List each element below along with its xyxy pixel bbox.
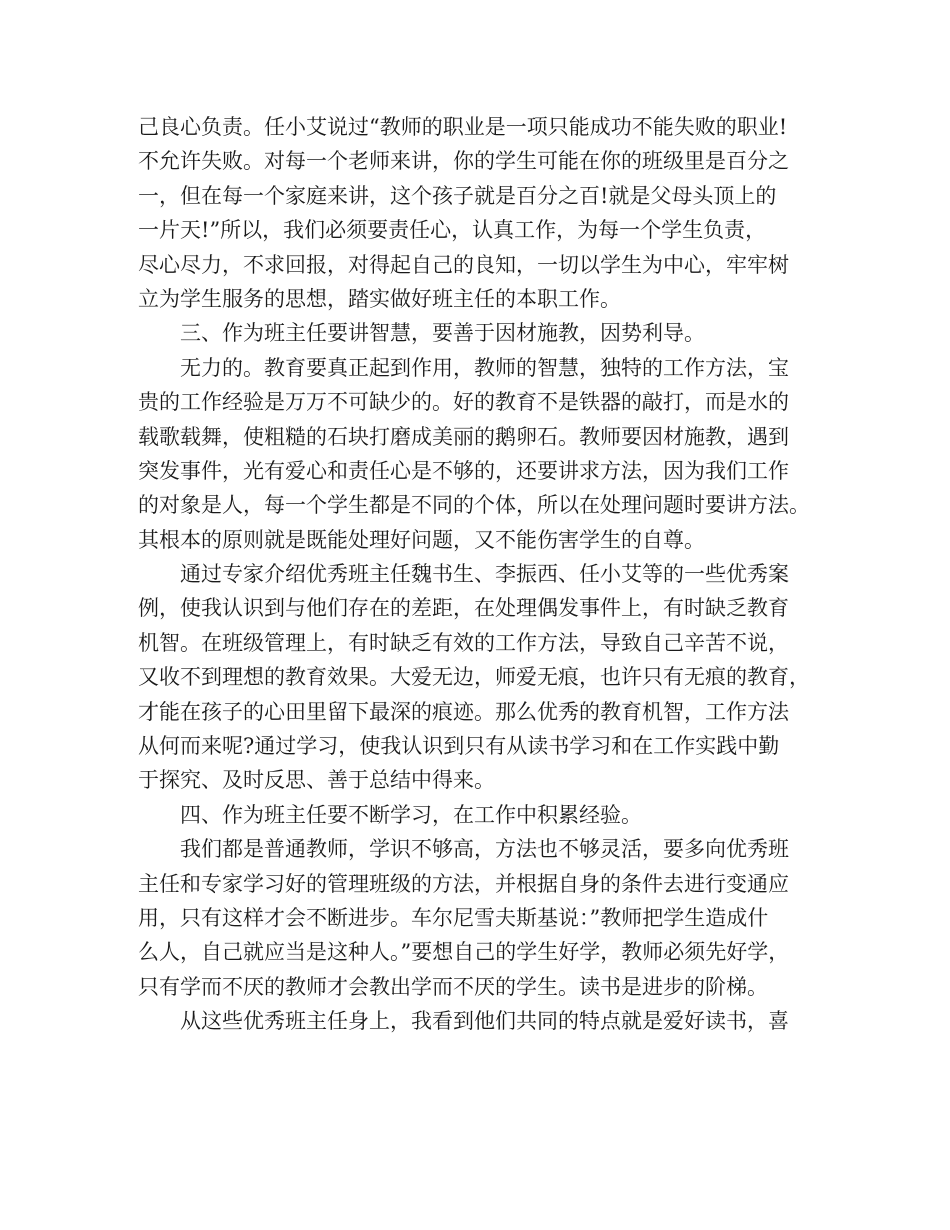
document-body [138,110,818,1039]
text-line: 通过专家介绍优秀班主任魏书生、李振西、任小艾等的一些优秀案 [180,562,789,587]
text-line: 载歌载舞，使粗糙的石块打磨成美丽的鹅卵石。教师要因材施教，遇到 [138,424,789,449]
text-line: 无力的。教育要真正起到作用，教师的智慧，独特的工作方法，宝 [180,355,789,380]
text-line: 的对象是人，每一个学生都是不同的个体，所以在处理问题时要讲方法。 [138,493,810,518]
text-line: 尽心尽力，不求回报，对得起自己的良知，一切以学生为中心，牢牢树 [138,252,789,277]
text-line: 主任和专家学习好的管理班级的方法，并根据自身的条件去进行变通应 [138,871,789,896]
text-line: 不允许失败。对每一个老师来讲，你的学生可能在你的班级里是百分之 [138,149,789,174]
text-line: 么人，自己就应当是这种人。”要想自己的学生好学，教师必须先好学， [138,940,790,965]
text-line: 立为学生服务的思想，踏实做好班主任的本职工作。 [138,286,621,311]
text-line: 三、作为班主任要讲智慧，要善于因材施教，因势利导。 [180,321,705,346]
text-line: 从这些优秀班主任身上，我看到他们共同的特点就是爱好读书，喜 [180,1009,789,1034]
text-line: 用，只有这样才会不断进步。车尔尼雪夫斯基说：”教师把学生造成什 [138,905,769,930]
text-line: 其根本的原则就是既能处理好问题，又不能伤害学生的自尊。 [138,527,705,552]
text-line: 一，但在每一个家庭来讲，这个孩子就是百分之百!就是父母头顶上的 [138,183,777,208]
text-line: 四、作为班主任要不断学习，在工作中积累经验。 [180,802,642,827]
text-line: 一片天!”所以，我们必须要责任心，认真工作，为每一个学生负责， [138,218,767,243]
text-line: 只有学而不厌的教师才会教出学而不厌的学生。读书是进步的阶梯。 [138,974,768,999]
text-line: 我们都是普通教师，学识不够高，方法也不够灵活，要多向优秀班 [180,837,789,862]
text-line: 又收不到理想的教育效果。大爱无边，师爱无痕，也许只有无痕的教育， [138,665,810,690]
text-line: 例，使我认识到与他们存在的差距，在处理偶发事件上，有时缺乏教育 [138,596,789,621]
text-line: 贵的工作经验是万万不可缺少的。好的教育不是铁器的敲打，而是水的 [138,390,789,415]
text-line: 突发事件，光有爱心和责任心是不够的，还要讲求方法，因为我们工作 [138,458,789,483]
text-line: 才能在孩子的心田里留下最深的痕迹。那么优秀的教育机智，工作方法 [138,699,789,724]
text-line: 机智。在班级管理上，有时缺乏有效的工作方法，导致自己辛苦不说， [138,630,789,655]
text-line: 于探究、及时反思、善于总结中得来。 [138,768,495,793]
text-line: 从何而来呢?通过学习，使我认识到只有从读书学习和在工作实践中勤 [138,734,780,759]
text-line: 己良心负责。任小艾说过“教师的职业是一项只能成功不能失败的职业! [138,115,788,139]
